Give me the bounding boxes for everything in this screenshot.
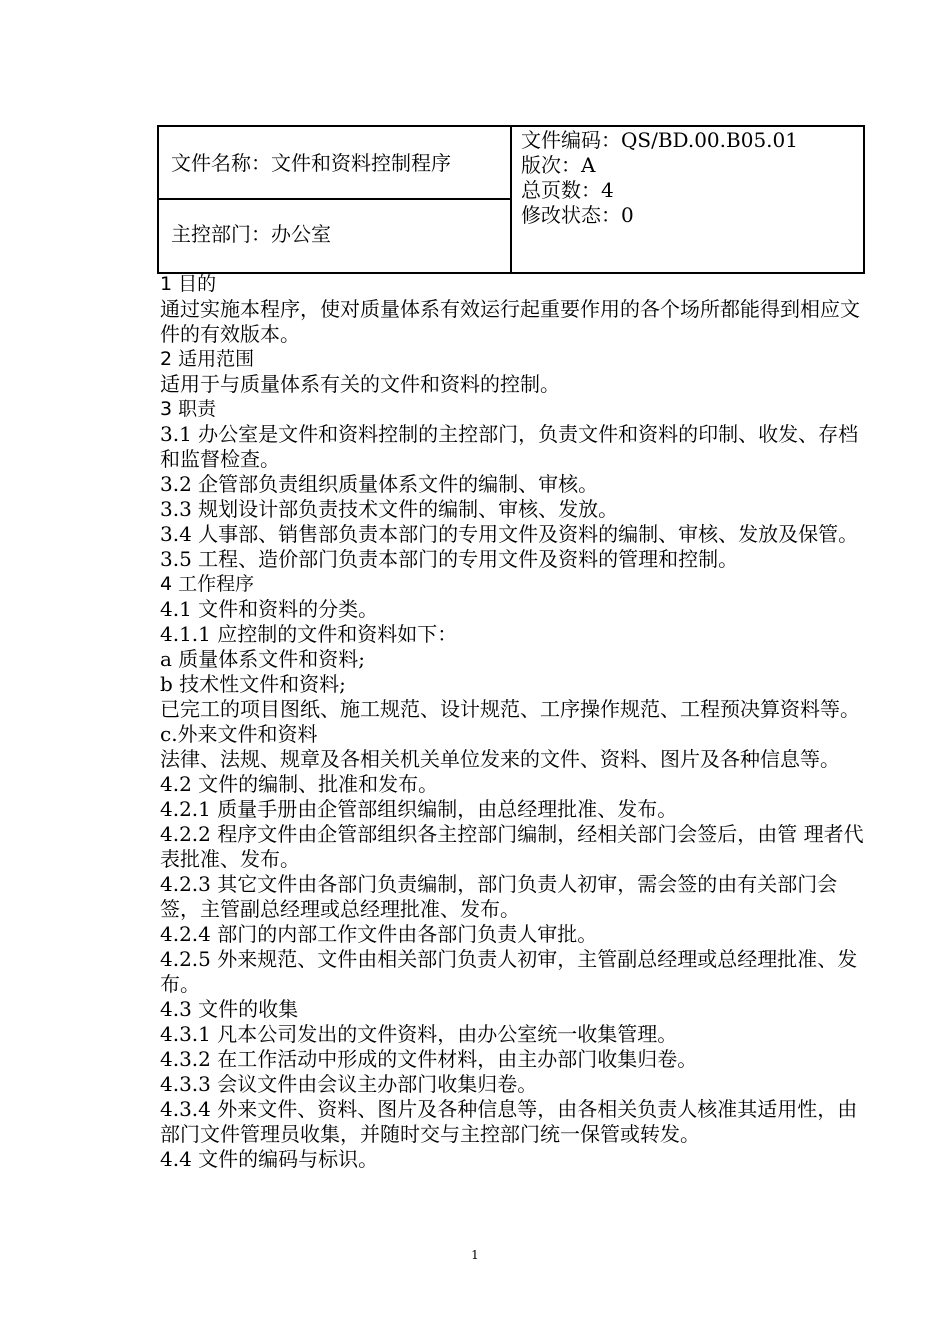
- clause-4-4: 4.4 文件的编码与标识。: [160, 1147, 379, 1171]
- clause-4-2-2: 4.2.2 程序文件由企管部组织各主控部门编制，经相关部门会签后，由管 理者代表批准、发布。: [160, 822, 864, 871]
- clause-3-5: 3.5 工程、造价部门负责本部门的专用文件及资料的管理和控制。: [160, 547, 739, 571]
- clause-4-2: 4.2 文件的编制、批准和发布。: [160, 772, 439, 796]
- clause-4-2-1: 4.2.1 质量手册由企管部组织编制，由总经理批准、发布。: [160, 797, 678, 821]
- file-info-cell: [511, 126, 864, 273]
- clause-4-3-1: 4.3.1 凡本公司发出的文件资料，由办公室统一收集管理。: [160, 1022, 678, 1046]
- section-3-title: 3 职责: [160, 398, 217, 420]
- clause-4-1-1: 4.1.1 应控制的文件和资料如下：: [160, 622, 458, 646]
- section-1-text: 通过实施本程序，使对质量体系有效运行起重要作用的各个场所都能得到相应文件的有效版本。: [160, 297, 860, 346]
- clause-3-3: 3.3 规划设计部负责技术文件的编制、审核、发放。: [160, 497, 619, 521]
- revision-status: 修改状态：0: [521, 203, 634, 227]
- clause-4-3: 4.3 文件的收集: [160, 997, 299, 1021]
- section-2-text: 适用于与质量体系有关的文件和资料的控制。: [160, 372, 560, 396]
- item-a: a 质量体系文件和资料;: [160, 647, 366, 671]
- clause-4-2-5: 4.2.5 外来规范、文件由相关部门负责人初审，主管副总经理或总经理批准、发布。: [160, 947, 858, 996]
- clause-4-2-4: 4.2.4 部门的内部工作文件由各部门负责人审批。: [160, 922, 598, 946]
- file-code: 文件编码：QS/BD.00.B05.01: [521, 128, 798, 152]
- clause-3-2: 3.2 企管部负责组织质量体系文件的编制、审核。: [160, 472, 599, 496]
- page-number: 1: [471, 1248, 479, 1262]
- file-name-cell: [158, 126, 511, 199]
- department-cell: [158, 199, 511, 273]
- document-header-table: [157, 125, 865, 274]
- clause-3-1: 3.1 办公室是文件和资料控制的主控部门，负责文件和资料的印制、收发、存档和监督检查。: [160, 422, 859, 471]
- section-1-title: 1 目的: [160, 273, 217, 295]
- department: 主控部门：办公室: [171, 222, 331, 246]
- clause-3-4: 3.4 人事部、销售部负责本部门的专用文件及资料的编制、审核、发放及保管。: [160, 522, 859, 546]
- file-name: 文件名称：文件和资料控制程序: [171, 151, 451, 175]
- clause-4-3-4: 4.3.4 外来文件、资料、图片及各种信息等，由各相关负责人核准其适用性，由部门文件管理员收集，并随时交与主控部门统一保管或转发。: [160, 1097, 858, 1146]
- item-b-detail: 已完工的项目图纸、施工规范、设计规范、工序操作规范、工程预决算资料等。: [160, 697, 860, 721]
- item-c-detail: 法律、法规、规章及各相关机关单位发来的文件、资料、图片及各种信息等。: [160, 747, 840, 771]
- clause-4-3-2: 4.3.2 在工作活动中形成的文件材料，由主办部门收集归卷。: [160, 1047, 698, 1071]
- version: 版次：A: [521, 153, 596, 177]
- item-c: c.外来文件和资料: [160, 722, 318, 746]
- document-body: [160, 272, 875, 1172]
- section-2-title: 2 适用范围: [160, 348, 255, 370]
- section-4-title: 4 工作程序: [160, 573, 255, 595]
- clause-4-2-3: 4.2.3 其它文件由各部门负责编制，部门负责人初审，需会签的由有关部门会签，主管副总经理或总经理批准、发布。: [160, 872, 838, 921]
- clause-4-3-3: 4.3.3 会议文件由会议主办部门收集归卷。: [160, 1072, 538, 1096]
- item-b: b 技术性文件和资料;: [160, 672, 346, 696]
- clause-4-1: 4.1 文件和资料的分类。: [160, 597, 379, 621]
- total-pages: 总页数：4: [521, 178, 614, 202]
